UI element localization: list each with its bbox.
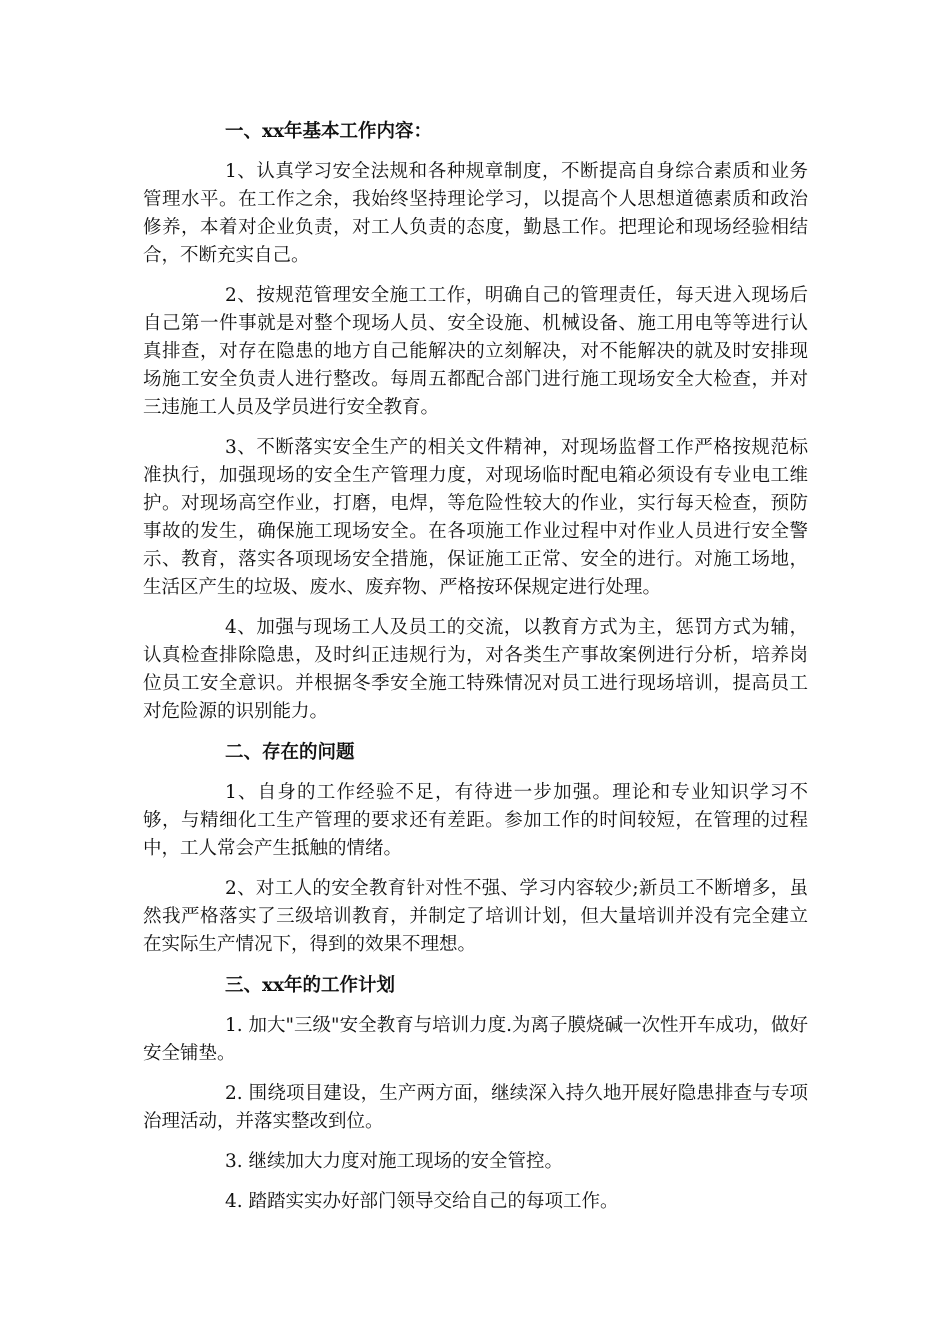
paragraph: 3. 继续加大力度对施工现场的安全管控。 — [225, 1151, 564, 1172]
paragraph: 3、不断落实安全生产的相关文件精神，对现场监督工作严格按规范标准执行，加强现场的安全生产管理力度，对现场临时配电箱必须设有专业电工维护。对现场高空作业，打磨，电焊，等危险性较大的作业，实行每天检查，预防事故的发生，确保施工现场安全。在各项施工作业过程中对作业人员进行安全警示、教育，落实各项现场安全措施，保证施工正常、安全的进行。对施工场地，生活区产生的垃圾、废水、废弃物、严格按环保规定进行处理。 — [143, 437, 808, 598]
paragraph: 4、加强与现场工人及员工的交流，以教育方式为主，惩罚方式为辅，认真检查排除隐患，及时纠正违规行为，对各类生产事故案例进行分析，培养岗位员工安全意识。并根据冬季安全施工特殊情况对员工进行现场培训，提高员工对危险源的识别能力。 — [143, 617, 808, 722]
section-heading-1: 一、xx年基本工作内容： — [225, 121, 433, 142]
paragraph: 4. 踏踏实实办好部门领导交给自己的每项工作。 — [225, 1191, 619, 1212]
paragraph: 1、认真学习安全法规和各种规章制度，不断提高自身综合素质和业务管理水平。在工作之余，我始终坚持理论学习，以提高个人思想道德素质和政治修养，本着对企业负责，对工人负责的态度，勤恳工作。把理论和现场经验相结合，不断充实自己。 — [143, 161, 808, 266]
paragraph: 1. 加大"三级"安全教育与培训力度.为离子膜烧碱一次性开车成功，做好安全铺垫。 — [143, 1015, 808, 1064]
document-body — [143, 117, 808, 1228]
section-heading-2: 二、存在的问题 — [225, 742, 355, 763]
section-heading-3: 三、xx年的工作计划 — [225, 975, 396, 996]
paragraph: 2、对工人的安全教育针对性不强、学习内容较少;新员工不断增多，虽然我严格落实了三级培训教育，并制定了培训计划，但大量培训并没有完全建立在实际生产情况下，得到的效果不理想。 — [143, 878, 808, 955]
paragraph: 2. 围绕项目建设，生产两方面，继续深入持久地开展好隐患排查与专项治理活动，并落实整改到位。 — [143, 1083, 808, 1132]
paragraph: 1、自身的工作经验不足，有待进一步加强。理论和专业知识学习不够，与精细化工生产管理的要求还有差距。参加工作的时间较短，在管理的过程中，工人常会产生抵触的情绪。 — [143, 782, 808, 859]
paragraph: 2、按规范管理安全施工工作，明确自己的管理责任，每天进入现场后自己第一件事就是对整个现场人员、安全设施、机械设备、施工用电等等进行认真排查，对存在隐患的地方自己能解决的立刻解决，对不能解决的就及时安排现场施工安全负责人进行整改。每周五都配合部门进行施工现场安全大检查，并对三违施工人员及学员进行安全教育。 — [143, 285, 808, 418]
